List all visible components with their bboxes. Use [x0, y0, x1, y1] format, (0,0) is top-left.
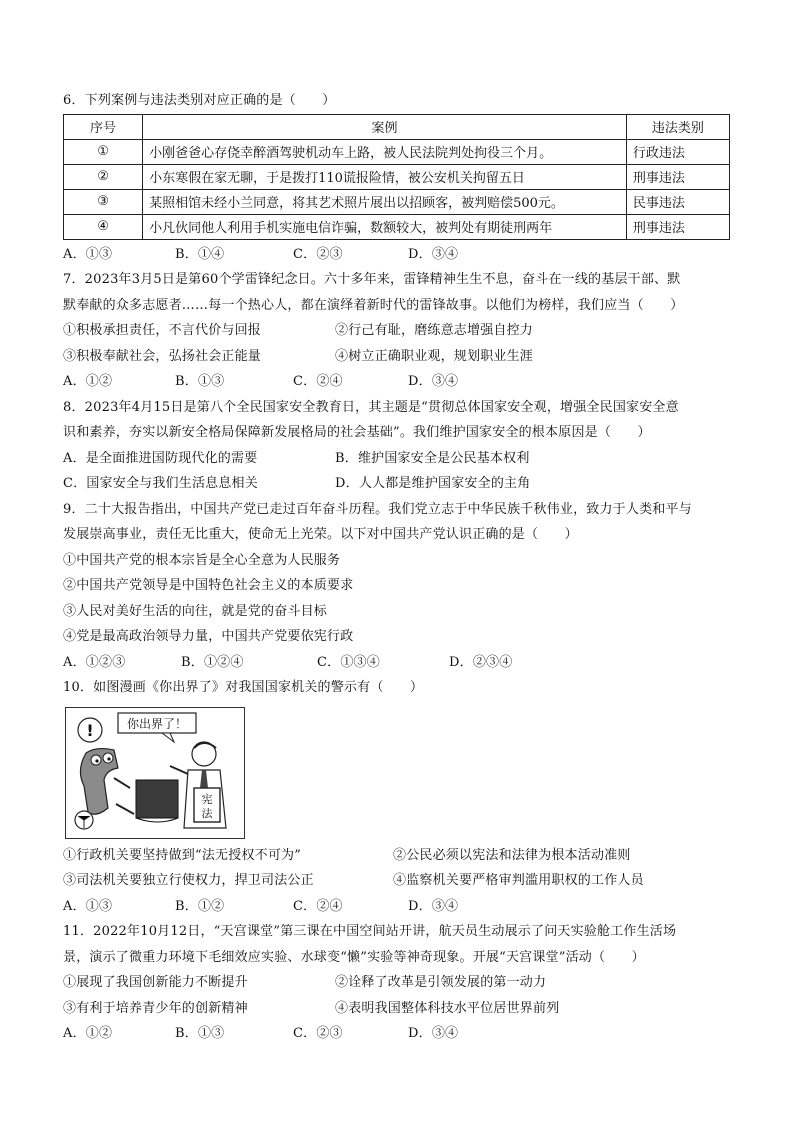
statement-4: ④表明我国整体科技水平位居世界前列 [335, 1000, 560, 1016]
table-row [64, 214, 730, 239]
q8-stem-line2: 识和素养，夯实以新安全格局保障新发展格局的社会基础”。我们维护国家安全的根本原因是（ ） [63, 425, 651, 440]
option-c[interactable]: C．②③ [293, 246, 343, 262]
q7-stem-line1: 7．2023年3月5日是第60个学雷锋纪念日。六十多年来，雷锋精神生生不息，奋斗在一线的基层干部、默 [63, 272, 681, 287]
option-a[interactable]: A．是全面推进国防现代化的需要 [63, 450, 258, 466]
row-type: 刑事违法 [626, 214, 729, 239]
q11-statements-row1 [63, 970, 731, 996]
svg-text:!: ! [86, 720, 94, 740]
q8-options-row1 [63, 446, 731, 472]
q7-options [63, 369, 731, 395]
q9-stem-line1: 9．二十大报告指出，中国共产党已走过百年奋斗历程。我们党立志于中华民族千秋伟业，致力于人类和平与 [63, 501, 692, 517]
statement-1: ①展现了我国创新能力不断提升 [63, 975, 248, 990]
cartoon-caption: 你出界了！ [126, 716, 188, 731]
row-type: 刑事违法 [626, 164, 729, 189]
option-c[interactable]: C．①③④ [317, 654, 380, 670]
statement-1: ①中国共产党的根本宗旨是全心全意为人民服务 [63, 552, 341, 568]
q6-stem: 6．下列案例与违法类别对应正确的是（ ） [63, 93, 336, 108]
q11-options [63, 1021, 731, 1047]
header-type: 违法类别 [626, 114, 729, 139]
row-case: 小刚爸爸心存侥幸醉酒驾驶机动车上路，被人民法院判处拘役三个月。 [143, 139, 627, 164]
statement-4: ④树立正确职业观，规划职业生涯 [335, 348, 534, 364]
cases-table [63, 114, 730, 240]
statement-3: ③人民对美好生活的向往，就是党的奋斗目标 [63, 603, 328, 619]
option-c[interactable]: C．②③ [293, 1026, 343, 1041]
option-c[interactable]: C．国家安全与我们生活息息相关 [63, 476, 258, 491]
header-case: 案例 [143, 114, 627, 139]
q7-statements-row2 [63, 344, 731, 370]
table-row [64, 189, 730, 214]
option-a[interactable]: A．①③ [63, 898, 113, 914]
q8-options-row2 [63, 471, 731, 497]
q11-stem-line2: 景，演示了微重力环境下毛细效应实验、水球变“懒”实验等神奇现象。开展“天宫课堂”活动（ ） [63, 949, 645, 965]
option-d[interactable]: D．③④ [408, 1026, 459, 1041]
row-case: 某照相馆未经小兰同意，将其艺术照片展出以招顾客，被判赔偿500元。 [143, 189, 627, 214]
option-c[interactable]: C．②④ [293, 374, 343, 389]
option-a[interactable]: A．①② [63, 1026, 113, 1041]
option-d[interactable]: D．②③④ [449, 654, 513, 670]
exam-page [63, 88, 731, 1047]
option-d[interactable]: D．③④ [408, 898, 459, 914]
q8-stem-line1: 8．2023年4月15日是第八个全民国家安全教育日，其主题是“贯彻总体国家安全观，增强全民国家安全意 [63, 399, 679, 415]
row-case: 小凡伙同他人利用手机实施电信诈骗，数额较大，被判处有期徒刑两年 [143, 214, 627, 239]
q10-statements-row1 [63, 843, 731, 869]
row-number: ④ [64, 214, 143, 239]
q7-stem-line2: 默奉献的众多志愿者……每一个热心人，都在演绎着新时代的雷锋故事。以他们为榜样，我们应当（ ） [63, 297, 684, 313]
statement-1: ①行政机关要坚持做到“法无授权不可为” [63, 847, 302, 863]
table-header-row [64, 114, 730, 139]
row-number: ② [64, 164, 143, 189]
statement-2: ②中国共产党领导是中国特色社会主义的本质要求 [63, 578, 354, 593]
option-b[interactable]: B．维护国家安全是公民基本权利 [335, 450, 530, 466]
option-d[interactable]: D．③④ [408, 374, 459, 389]
option-a[interactable]: A．①②③ [63, 654, 126, 670]
cartoon-book-label-2: 法 [201, 806, 213, 820]
option-d[interactable]: D．③④ [408, 246, 459, 262]
q10-statements-row2 [63, 868, 731, 894]
statement-3: ③司法机关要独立行使权力，捍卫司法公正 [63, 873, 314, 888]
option-b[interactable]: B．①④ [175, 246, 225, 262]
option-b[interactable]: B．①③ [175, 374, 225, 389]
header-number: 序号 [64, 114, 143, 139]
statement-4: ④监察机关要严格审判滥用职权的工作人员 [393, 873, 644, 888]
option-b[interactable]: B．①② [175, 898, 225, 914]
table-row [64, 139, 730, 164]
row-type: 民事违法 [626, 189, 729, 214]
cartoon-image [65, 707, 245, 839]
q10-options [63, 894, 731, 920]
q11-statements-row2 [63, 996, 731, 1022]
statement-1: ①积极承担责任，不言代价与回报 [63, 323, 262, 338]
option-d[interactable]: D．人人都是维护国家安全的主角 [335, 476, 531, 491]
row-case: 小东寒假在家无聊，于是拨打110谎报险情，被公安机关拘留五日 [143, 164, 627, 189]
option-a[interactable]: A．①② [63, 374, 113, 389]
q10-stem: 10．如图漫画《你出界了》对我国国家机关的警示有（ ） [63, 680, 424, 695]
q9-options [63, 650, 731, 676]
statement-2: ②行己有耻，磨练意志增强自控力 [335, 323, 534, 338]
row-type: 行政违法 [626, 139, 729, 164]
option-c[interactable]: C．②④ [293, 898, 343, 914]
q9-stem-line2: 发展崇高事业，责任无比重大，使命无上光荣。以下对中国共产党认识正确的是（ ） [63, 527, 578, 542]
q6-options [63, 242, 731, 268]
q11-stem-line1: 11．2022年10月12日，“天宫课堂”第三课在中国空间站开讲，航天员生动展示了问天实验舱工作生活场 [63, 924, 677, 939]
cartoon-drawing [66, 708, 244, 838]
cartoon-book-label-1: 宪 [201, 792, 213, 806]
table-row [64, 164, 730, 189]
option-a[interactable]: A．①③ [63, 246, 113, 262]
row-number: ① [64, 139, 143, 164]
statement-3: ③有利于培养青少年的创新精神 [63, 1000, 248, 1016]
option-b[interactable]: B．①②④ [181, 654, 244, 670]
q7-statements-row1 [63, 318, 731, 344]
statement-2: ②公民必须以宪法和法律为根本活动准则 [393, 847, 631, 863]
statement-4: ④党是最高政治领导力量，中国共产党要依宪行政 [63, 629, 354, 644]
statement-3: ③积极奉献社会，弘扬社会正能量 [63, 348, 262, 364]
statement-2: ②诠释了改革是引领发展的第一动力 [335, 975, 547, 990]
row-number: ③ [64, 189, 143, 214]
option-b[interactable]: B．①③ [175, 1026, 225, 1041]
